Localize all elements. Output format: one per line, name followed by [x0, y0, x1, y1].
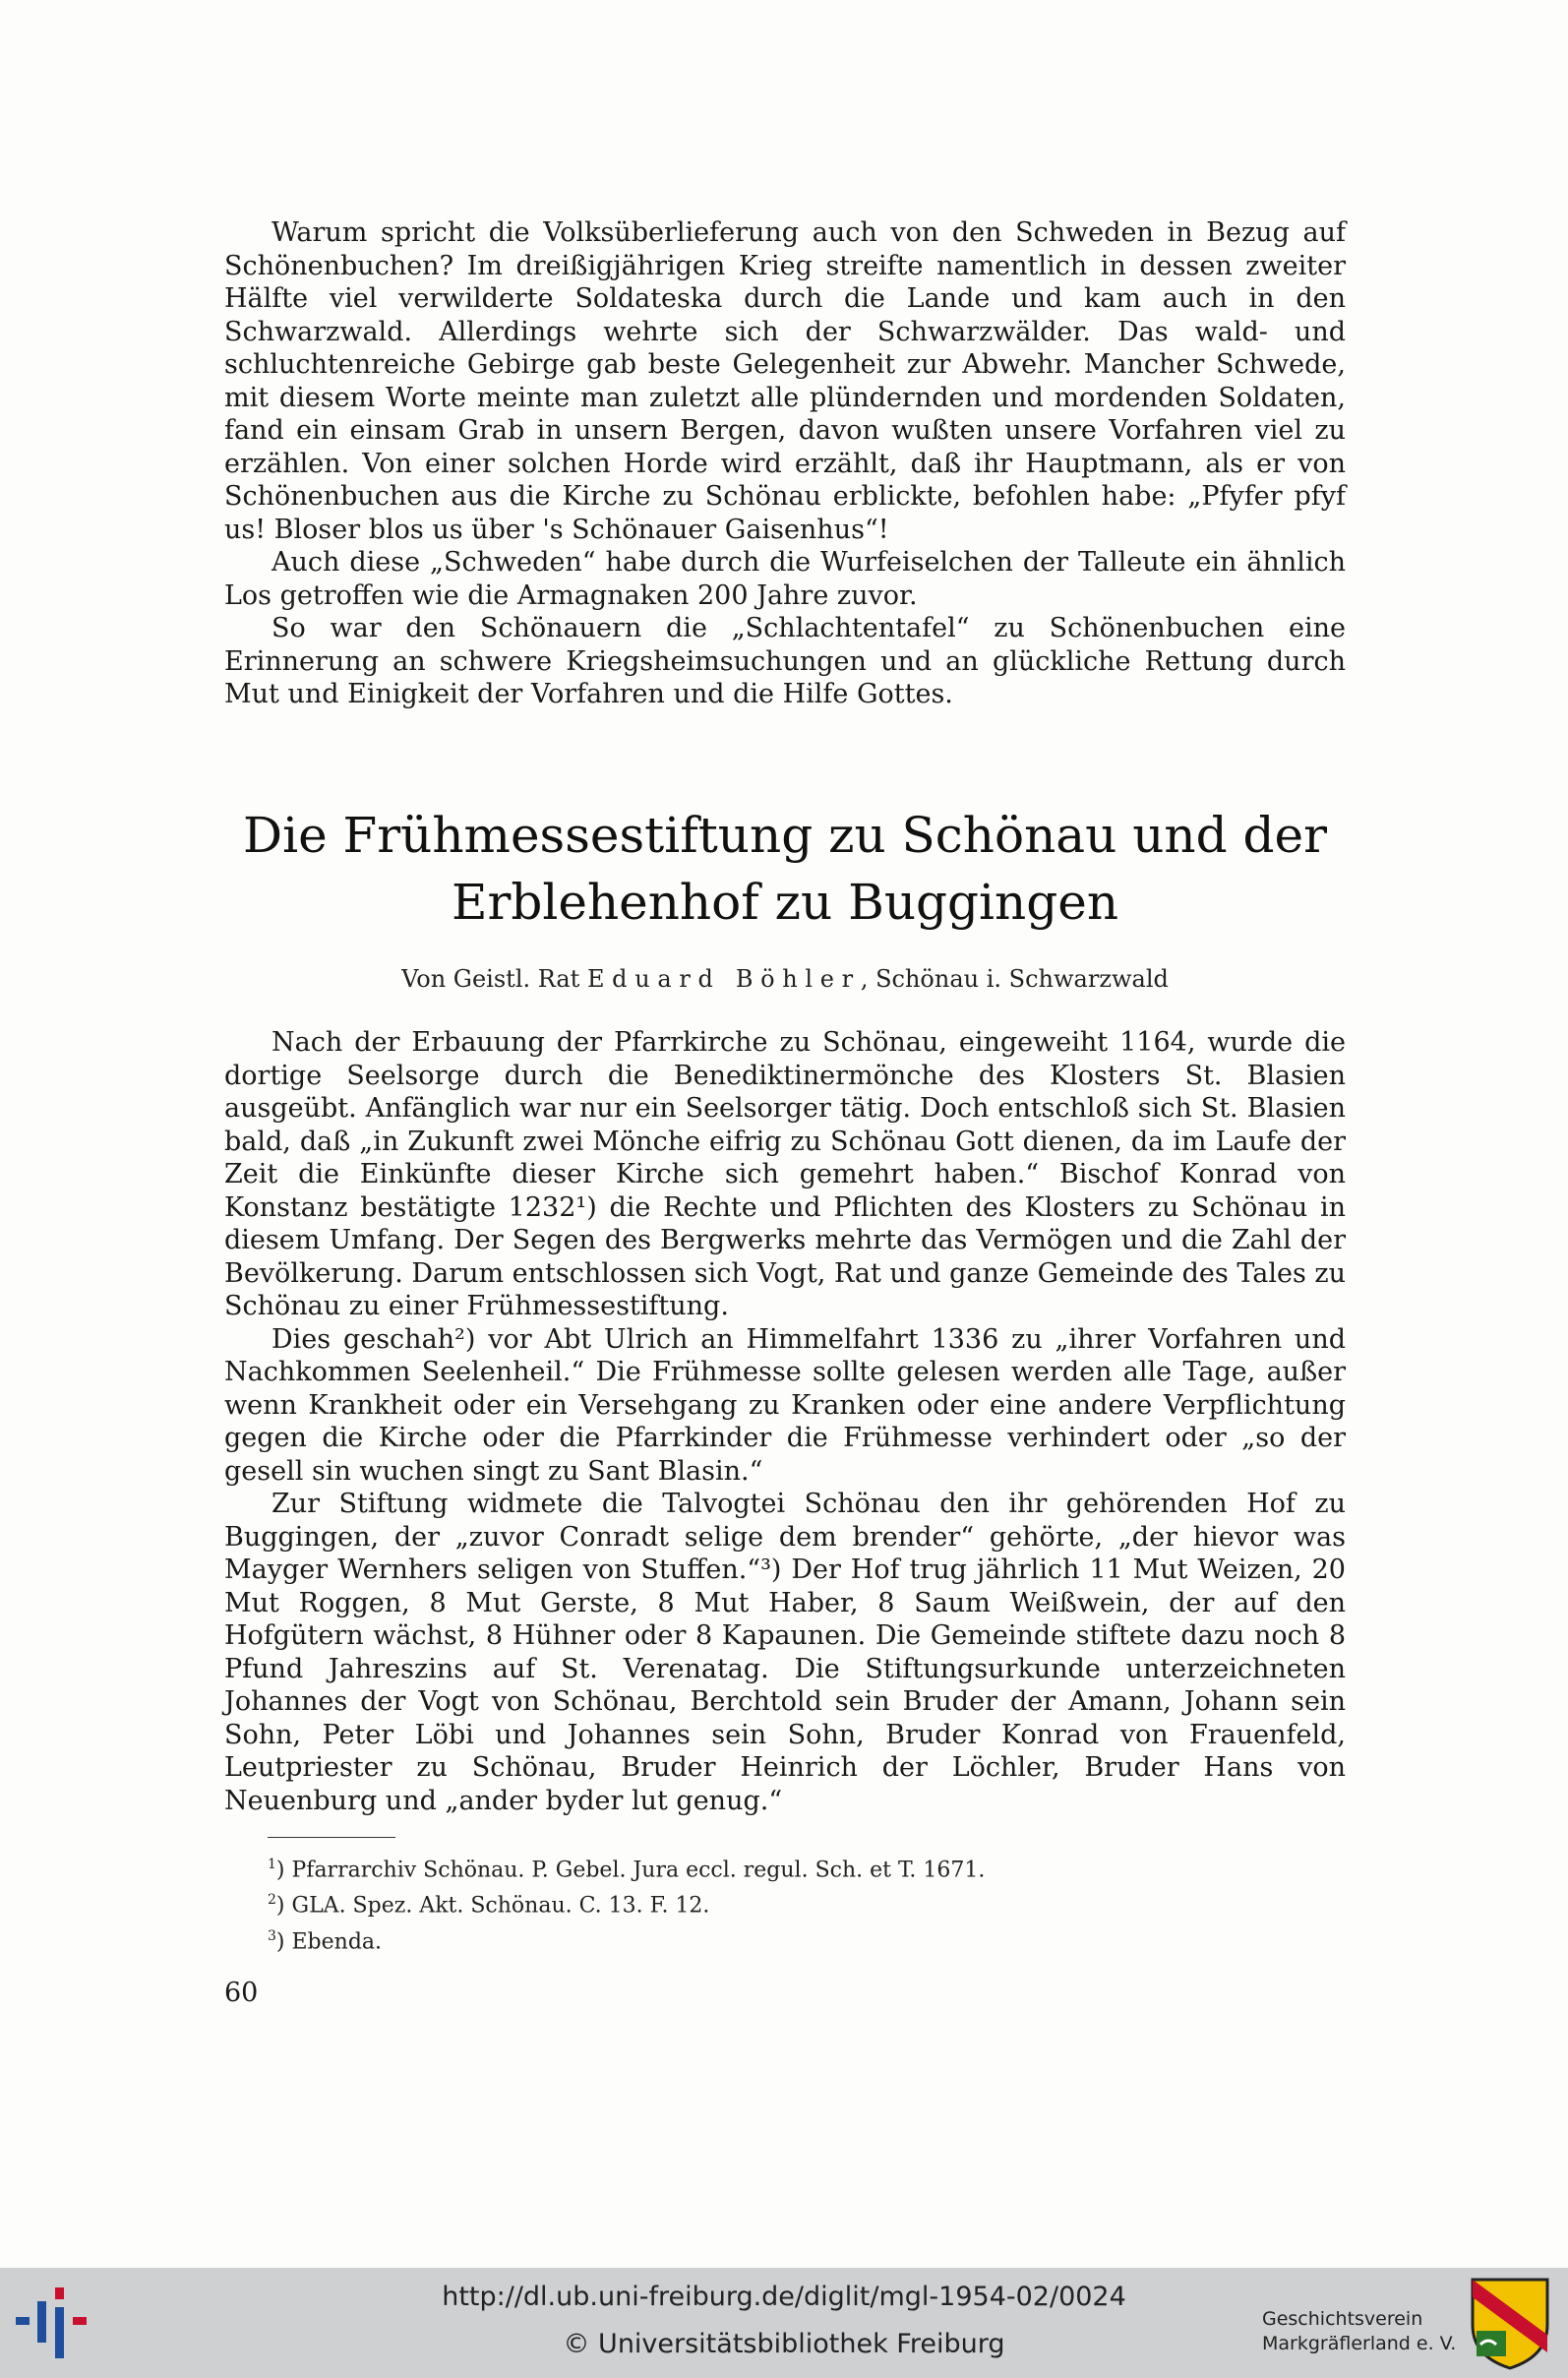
article-text-block — [224, 1026, 1346, 1817]
paragraph: Warum spricht die Volksüberlieferung auch von den Schweden in Bezug auf Schönenbuchen? Im dreißigjährigen Krieg streifte namentlich in dessen zweiter Hälfte viel verwilderte Soldateska durch die Lande und kam auch in den Schwarzwald. Allerdings wehrte sich der Schwarzwälder. Das wald- und schluchtenreiche Gebirge gab beste Gelegenheit zur Abwehr. Mancher Schwede, mit diesem Worte meinte man zuletzt alle plündernden und mordenden Soldaten, fand ein einsam Grab in unsern Bergen, davon wußten unsere Vorfahren viel zu erzählen. Von einer solchen Horde wird erzählt, daß ihr Hauptmann, als er von Schönenbuchen aus die Kirche zu Schönau erblickte, befohlen habe: „Pfyfer pfyf us! Bloser blos us über 's Schönauer Gaisenhus“! — [224, 217, 1346, 545]
byline-prefix: Von Geistl. Rat — [401, 965, 580, 993]
author-name: Eduard Böhler — [586, 965, 861, 993]
paragraph: Auch diese „Schweden“ habe durch die Wurfeiselchen der Talleute ein ähnlich Los getroffen wie die Armagnaken 200 Jahre zuvor. — [224, 547, 1346, 611]
document-url-link[interactable]: http://dl.ub.uni-freiburg.de/diglit/mgl-1954-02/0024 — [442, 2282, 1126, 2312]
footnote-text: ) Ebenda. — [275, 1928, 383, 1954]
article-title — [224, 802, 1346, 936]
title-line-1: Die Frühmessestiftung zu Schönau und der — [242, 807, 1328, 864]
footnote-mark: 1 — [268, 1857, 276, 1872]
footnote — [268, 1885, 1251, 1921]
paragraph: Dies geschah²) vor Abt Ulrich an Himmelfahrt 1336 zu „ihrer Vorfahren und Nachkommen Seelenheil.“ Die Frühmesse sollte gelesen werden alle Tage, außer wenn Krankheit oder ein Versehgang zu Kranken oder eine andere Verpflichtung gegen die Kirche oder die Pfarrkinder die Frühmesse verhindert oder „so der gesell sin wuchen singt zu Sant Blasin.“ — [224, 1323, 1346, 1487]
copyright-notice: © Universitätsbibliothek Freiburg — [563, 2329, 1005, 2359]
intro-text-block — [224, 216, 1346, 711]
footnote-text: ) Pfarrarchiv Schönau. P. Gebel. Jura eccl. regul. Sch. et T. 1671. — [275, 1858, 986, 1883]
footnote-mark: 2 — [268, 1892, 276, 1909]
footnote — [268, 1921, 1251, 1957]
page-number: 60 — [224, 1978, 259, 2008]
society-line-2: Markgräflerland e. V. — [1262, 2333, 1457, 2354]
footnote-text: ) GLA. Spez. Akt. Schönau. C. 13. F. 12. — [275, 1893, 710, 1919]
footer-bar — [0, 2268, 1568, 2378]
byline-suffix: , Schönau i. Schwarzwald — [860, 965, 1169, 993]
title-line-2: Erblehenhof zu Buggingen — [451, 874, 1119, 931]
paragraph: Zur Stiftung widmete die Talvogtei Schönau den ihr gehörenden Hof zu Buggingen, der „zuvor Conradt selige dem brender“ gehörte, „der hievor was Mayger Wernhers seligen von Stuffen.“³) Der Hof trug jährlich 11 Mut Weizen, 20 Mut Roggen, 8 Mut Gerste, 8 Mut Haber, 8 Saum Weißwein, der auf den Hofgütern wächst, 8 Hühner oder 8 Kapaunen. Die Gemeinde stiftete dazu noch 8 Pfund Jahreszins auf St. Verenatag. Die Stiftungsurkunde unterzeichneten Johannes der Vogt von Schönau, Berchtold sein Bruder der Amann, Johann sein Sohn, Peter Löbi und Johannes sein Sohn, Bruder Konrad von Frauenfeld, Leutpriester zu Schönau, Bruder Heinrich der Löchler, Bruder Hans von Neuenburg und „ander byder lut genug.“ — [224, 1489, 1346, 1816]
society-line-1: Geschichtsverein — [1262, 2308, 1423, 2330]
footnote-divider — [268, 1837, 395, 1838]
paragraph: Nach der Erbauung der Pfarrkirche zu Schönau, eingeweiht 1164, wurde die dortige Seelsorge durch die Benediktinermönche des Klosters St. Blasien ausgeübt. Anfänglich war nur ein Seelsorger tätig. Doch entschloß sich St. Blasien bald, daß „in Zukunft zwei Mönche eifrig zu Schönau Gott dienen, da im Laufe der Zeit die Einkünfte dieser Kirche sich gemehrt haben.“ Bischof Konrad von Konstanz bestätigte 1232¹) die Rechte und Pflichten des Klosters zu Schönau in diesem Umfang. Der Segen des Bergwerks mehrte das Vermögen und die Zahl der Bevölkerung. Darum entschlossen sich Vogt, Rat und ganze Gemeinde des Tales zu Schönau zu einer Frühmessestiftung. — [224, 1027, 1347, 1321]
footnote-mark: 3 — [268, 1927, 276, 1944]
coat-of-arms-icon — [1469, 2276, 1551, 2370]
footnote — [268, 1850, 1251, 1885]
paragraph: So war den Schönauern die „Schlachtentafel“ zu Schönenbuchen eine Erinnerung an schwere Kriegsheimsuchungen und an glückliche Rettung durch Mut und Einigkeit der Vorfahren und die Hilfe Gottes. — [224, 613, 1346, 709]
society-name — [1262, 2307, 1459, 2356]
byline — [224, 964, 1346, 994]
footnotes — [268, 1850, 1251, 1957]
